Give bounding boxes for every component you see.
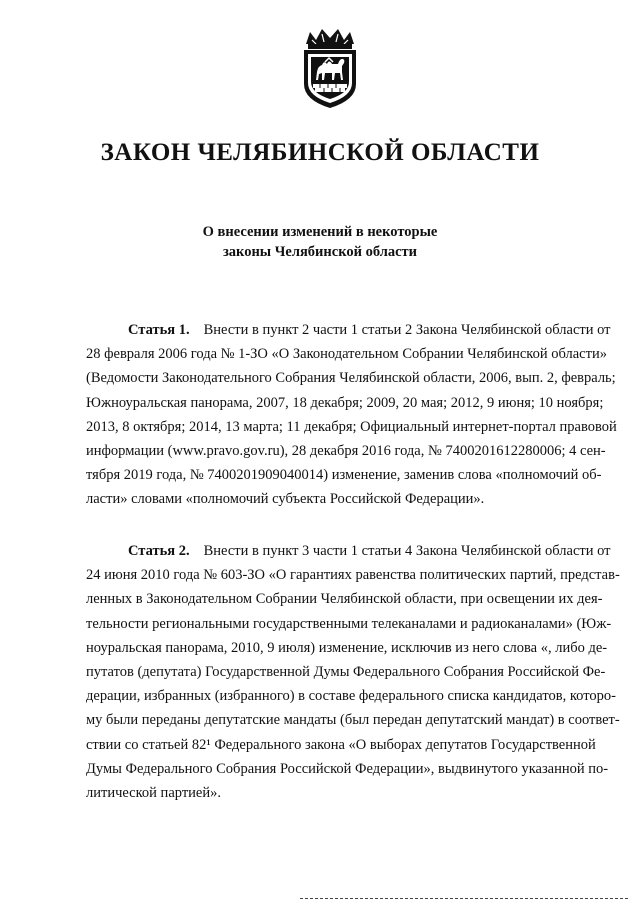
article-text-line: 28 февраля 2006 года № 1-ЗО «О Законодательном Собрании Челябинской области» xyxy=(86,346,607,363)
article-text-line: Внести в пункт 3 части 1 статьи 4 Закона Челябинской области от xyxy=(203,543,611,559)
article-text-line: путатов (депутата) Государственной Думы Федерального Собрания Российской Фе- xyxy=(86,663,606,680)
article-text-line: 24 июня 2010 года № 603-ЗО «О гарантиях равенства политических партий, представ- xyxy=(86,567,620,584)
article-text-line: ленных в Законодательном Собрании Челябинской области, при освещении их дея- xyxy=(86,591,603,608)
article-text-line: ноуральская панорама, 2010, 9 июля) изменение, исключив из него слова «, либо де- xyxy=(86,639,608,656)
article-label: Статья 2. xyxy=(128,543,190,559)
article-text-line: ласти» словами «полномочий субъекта Российской Федерации». xyxy=(86,491,485,508)
subtitle-line: законы Челябинской области xyxy=(222,244,418,260)
article-label: Статья 1. xyxy=(128,322,190,338)
footer-divider xyxy=(300,898,628,900)
article-text-line: тельности региональными государственными телеканалами и радиоканалами» (Юж- xyxy=(86,615,612,632)
article-text-line: Внести в пункт 2 части 1 статьи 2 Закона Челябинской области от xyxy=(203,322,611,338)
article-1 xyxy=(86,318,617,512)
article-text-line: му были переданы депутатские мандаты (был передан депутатский мандат) в соответ- xyxy=(86,712,620,729)
article-text-line: Южноуральская панорама, 2007, 18 декабря; 2009, 20 мая; 2012, 9 июня; 10 ноября; xyxy=(86,394,604,411)
article-2 xyxy=(86,539,620,805)
subtitle-line: О внесении изменений в некоторые xyxy=(202,224,438,240)
coat-of-arms-icon xyxy=(298,26,362,110)
article-first-line xyxy=(86,539,611,563)
article-text-line: (Ведомости Законодательного Собрания Челябинской области, 2006, вып. 2, февраль; xyxy=(86,370,616,387)
article-text-line: литической партией». xyxy=(86,784,221,801)
law-title: ЗАКОН ЧЕЛЯБИНСКОЙ ОБЛАСТИ xyxy=(100,139,540,166)
law-subtitle xyxy=(0,222,640,262)
article-first-line xyxy=(86,318,611,342)
article-text-line: информации (www.pravo.gov.ru), 28 декабря 2016 года, № 7400201612280006; 4 сен- xyxy=(86,442,606,459)
article-text-line: 2013, 8 октября; 2014, 13 марта; 11 декабря; Официальный интернет-портал правовой xyxy=(86,418,617,435)
article-text-line: ствии со статьей 82¹ Федерального закона «О выборах депутатов Государственной xyxy=(86,736,596,753)
article-text-line: Думы Федерального Собрания Российской Федерации», выдвинутого указанной по- xyxy=(86,760,609,777)
article-text-line: дерации, избранных (избранного) в составе федерального списка кандидатов, которо- xyxy=(86,688,616,705)
article-text-line: тября 2019 года, № 7400201909040014) изменение, заменив слова «полномочий об- xyxy=(86,467,602,484)
